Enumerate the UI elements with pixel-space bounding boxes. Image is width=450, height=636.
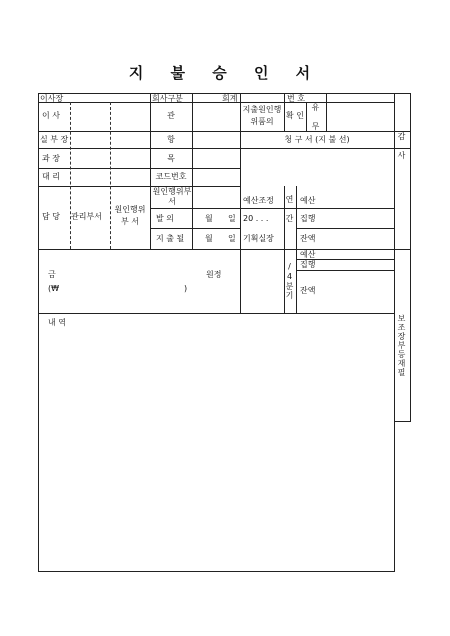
gwajang-label: 과 장 xyxy=(42,154,60,163)
issue-month-label: 월 xyxy=(205,214,213,223)
budget-adjust-label: 예산조정 xyxy=(243,196,274,205)
amount-won-open: (₩ xyxy=(48,284,60,293)
audit-label: 감 사 xyxy=(397,132,406,160)
cause-dept-code-label: 원인행위부 서 xyxy=(152,187,192,206)
mgmt-dept-label: 관리부서 xyxy=(71,212,102,221)
details-label: 내 역 xyxy=(48,318,66,327)
quarter-budget-label: 예산 xyxy=(300,250,316,259)
amount-unit-label: 원정 xyxy=(206,270,222,279)
damdang-label: 담 당 xyxy=(42,212,60,221)
issue-label: 발 의 xyxy=(156,214,174,223)
plan-director-label: 기획실장 xyxy=(243,234,274,243)
isa-label: 이 사 xyxy=(42,111,60,120)
daeri-label: 대 리 xyxy=(42,172,60,181)
pay-day-label: 일 xyxy=(228,234,236,243)
reason-label: 유 무 xyxy=(311,103,320,131)
hang-label: 항 xyxy=(167,135,175,144)
issue-day-label: 일 xyxy=(228,214,236,223)
quarter-execution-label: 집행 xyxy=(300,260,316,269)
code-no-label: 코드번호 xyxy=(155,172,187,181)
pay-label: 지 출 될 xyxy=(156,234,185,243)
annual-balance-label: 잔액 xyxy=(300,234,316,243)
mok-label: 목 xyxy=(167,154,175,163)
cause-owner-label: 지출원인행위품의 xyxy=(242,105,282,126)
cause-dept-label: 원인행위부 서 xyxy=(114,205,146,226)
amount-won-close: ) xyxy=(184,284,188,293)
isajang-label: 이사장 xyxy=(40,94,64,103)
annual-execution-label: 집행 xyxy=(300,214,316,223)
quarter-label: /4분기 xyxy=(285,262,294,300)
year-field[interactable]: 20 . . . xyxy=(243,214,269,223)
account-division-label: 회사구분 xyxy=(152,94,183,103)
claim-label: 청 구 서 (지 불 선) xyxy=(284,135,350,144)
annual-label: 연 간 xyxy=(285,195,294,223)
silbujang-label: 실 부 장 xyxy=(40,135,69,144)
gwan-label: 관 xyxy=(167,111,175,120)
document-title: 지 불 승 인 서 xyxy=(128,64,322,82)
side-ledger-label: 보조장부등재필 xyxy=(397,314,406,377)
account-label: 회계 xyxy=(222,94,238,103)
annual-budget-label: 예산 xyxy=(300,196,316,205)
confirm-label: 확 인 xyxy=(286,111,304,120)
pay-month-label: 월 xyxy=(205,234,213,243)
amount-label: 금 xyxy=(48,270,56,279)
number-label: 번 호 xyxy=(287,94,305,103)
quarter-balance-label: 잔액 xyxy=(300,286,316,295)
